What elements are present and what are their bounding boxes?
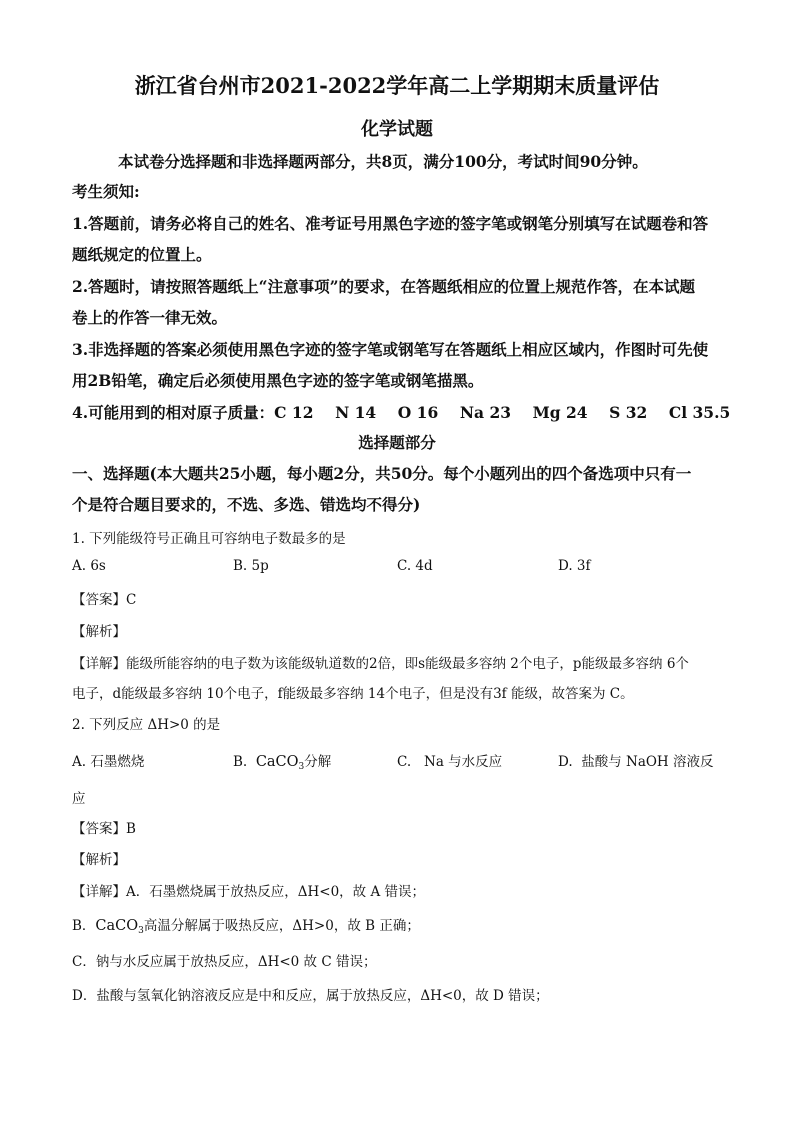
q2-detail-a-text: A．石墨燃烧属于放热反应，ΔH<0，故 A 错误； bbox=[126, 884, 426, 900]
q2-option-a: A. 石墨燃烧 bbox=[72, 754, 145, 770]
section-instruction-1: 一、选择题(本大题共25小题，每小题2分，共50分。每个小题列出的四个备选项中只有一 bbox=[72, 464, 692, 483]
q1-detail-tag: 【详解】 bbox=[72, 656, 126, 672]
q2-detail-b-formula-main: CaCO bbox=[95, 918, 139, 934]
q2-detail-b-formula-sub: 3 bbox=[138, 926, 144, 936]
section-instruction-2: 个是符合题目要求的，不选、多选、错选均不得分) bbox=[72, 495, 421, 514]
q1-analysis-tag: 【解析】 bbox=[72, 624, 126, 640]
q2-option-b-text: 分解 bbox=[304, 754, 332, 770]
notice-line-6: 用2B铅笔，确定后必须使用黑色字迹的签字笔或钢笔描黑。 bbox=[72, 371, 484, 390]
q2-detail-tag: 【详解】 bbox=[72, 884, 126, 900]
q2-option-d: D. 盐酸与 NaOH 溶液反 bbox=[558, 754, 714, 770]
notice-line-5: 3.非选择题的答案必须使用黑色字迹的签字笔或钢笔写在答题纸上相应区域内，作图时可先使 bbox=[72, 340, 709, 359]
q1-answer-tag: 【答案】 bbox=[72, 592, 126, 608]
q2-stem: 2. 下列反应 ΔH>0 的是 bbox=[72, 717, 221, 733]
q2-option-b bbox=[233, 750, 331, 772]
q2-answer bbox=[72, 817, 136, 837]
page-title: 浙江省台州市2021-2022学年高二上学期期末质量评估 bbox=[134, 73, 660, 98]
q2-detail-d: D．盐酸与氢氧化钠溶液反应是中和反应，属于放热反应，ΔH<0，故 D 错误； bbox=[72, 988, 549, 1004]
q1-stem: 1. 下列能级符号正确且可容纳电子数最多的是 bbox=[72, 531, 346, 547]
notice-line-1: 1.答题前，请务必将自己的姓名、准考证号用黑色字迹的签字笔或钢笔分别填写在试题卷和答 bbox=[72, 214, 709, 233]
q2-detail-a bbox=[72, 880, 425, 900]
q1-option-a: A. 6s bbox=[72, 558, 106, 574]
q1-detail-text-1: 能级所能容纳的电子数为该能级轨道数的2倍，即s能级最多容纳 2个电子，p能级最多容纳 6个 bbox=[126, 656, 689, 672]
q2-detail-c: C．钠与水反应属于放热反应，ΔH<0 故 C 错误； bbox=[72, 954, 377, 970]
intro-text: 本试卷分选择题和非选择题两部分，共8页，满分100分，考试时间90分钟。 bbox=[118, 152, 648, 171]
q1-option-d: D. 3f bbox=[558, 558, 591, 574]
notice-heading: 考生须知: bbox=[72, 182, 140, 201]
q1-detail-1 bbox=[72, 652, 689, 672]
q1-detail-2: 电子，d能级最多容纳 10个电子，f能级最多容纳 14个电子，但是没有3f 能级，故答案为 C。 bbox=[72, 686, 634, 702]
page-subtitle: 化学试题 bbox=[361, 119, 433, 140]
section-title: 选择题部分 bbox=[358, 433, 436, 452]
q2-option-b-label: B. bbox=[233, 754, 248, 770]
q2-option-d-cont: 应 bbox=[72, 791, 86, 807]
notice-line-4: 卷上的作答一律无效。 bbox=[72, 308, 228, 327]
notice-line-7: 4.可能用到的相对原子质量：C 12 N 14 O 16 Na 23 Mg 24 S 32 Cl 35.5 bbox=[72, 403, 731, 422]
q2-option-b-formula-main: CaCO bbox=[255, 754, 299, 770]
q2-analysis-tag: 【解析】 bbox=[72, 852, 126, 868]
q1-answer bbox=[72, 588, 136, 608]
q2-detail-b-text: 高温分解属于吸热反应，ΔH>0，故 B 正确； bbox=[143, 918, 420, 934]
q2-detail-b-formula bbox=[95, 918, 143, 934]
q1-option-c: C. 4d bbox=[397, 558, 433, 574]
q2-option-b-formula-sub: 3 bbox=[298, 762, 305, 772]
q2-answer-tag: 【答案】 bbox=[72, 821, 126, 837]
q1-answer-value: C bbox=[126, 592, 137, 608]
q2-detail-b bbox=[72, 914, 420, 936]
notice-line-3: 2.答题时，请按照答题纸上“注意事项”的要求，在答题纸相应的位置上规范作答，在本试题 bbox=[72, 277, 696, 296]
q2-answer-value: B bbox=[126, 821, 136, 837]
q2-option-b-formula bbox=[256, 754, 304, 770]
q2-detail-b-label: B． bbox=[72, 918, 96, 934]
q2-option-c: C. Na 与水反应 bbox=[397, 754, 503, 770]
notice-line-2: 题纸规定的位置上。 bbox=[72, 245, 212, 264]
q1-option-b: B. 5p bbox=[233, 558, 269, 574]
